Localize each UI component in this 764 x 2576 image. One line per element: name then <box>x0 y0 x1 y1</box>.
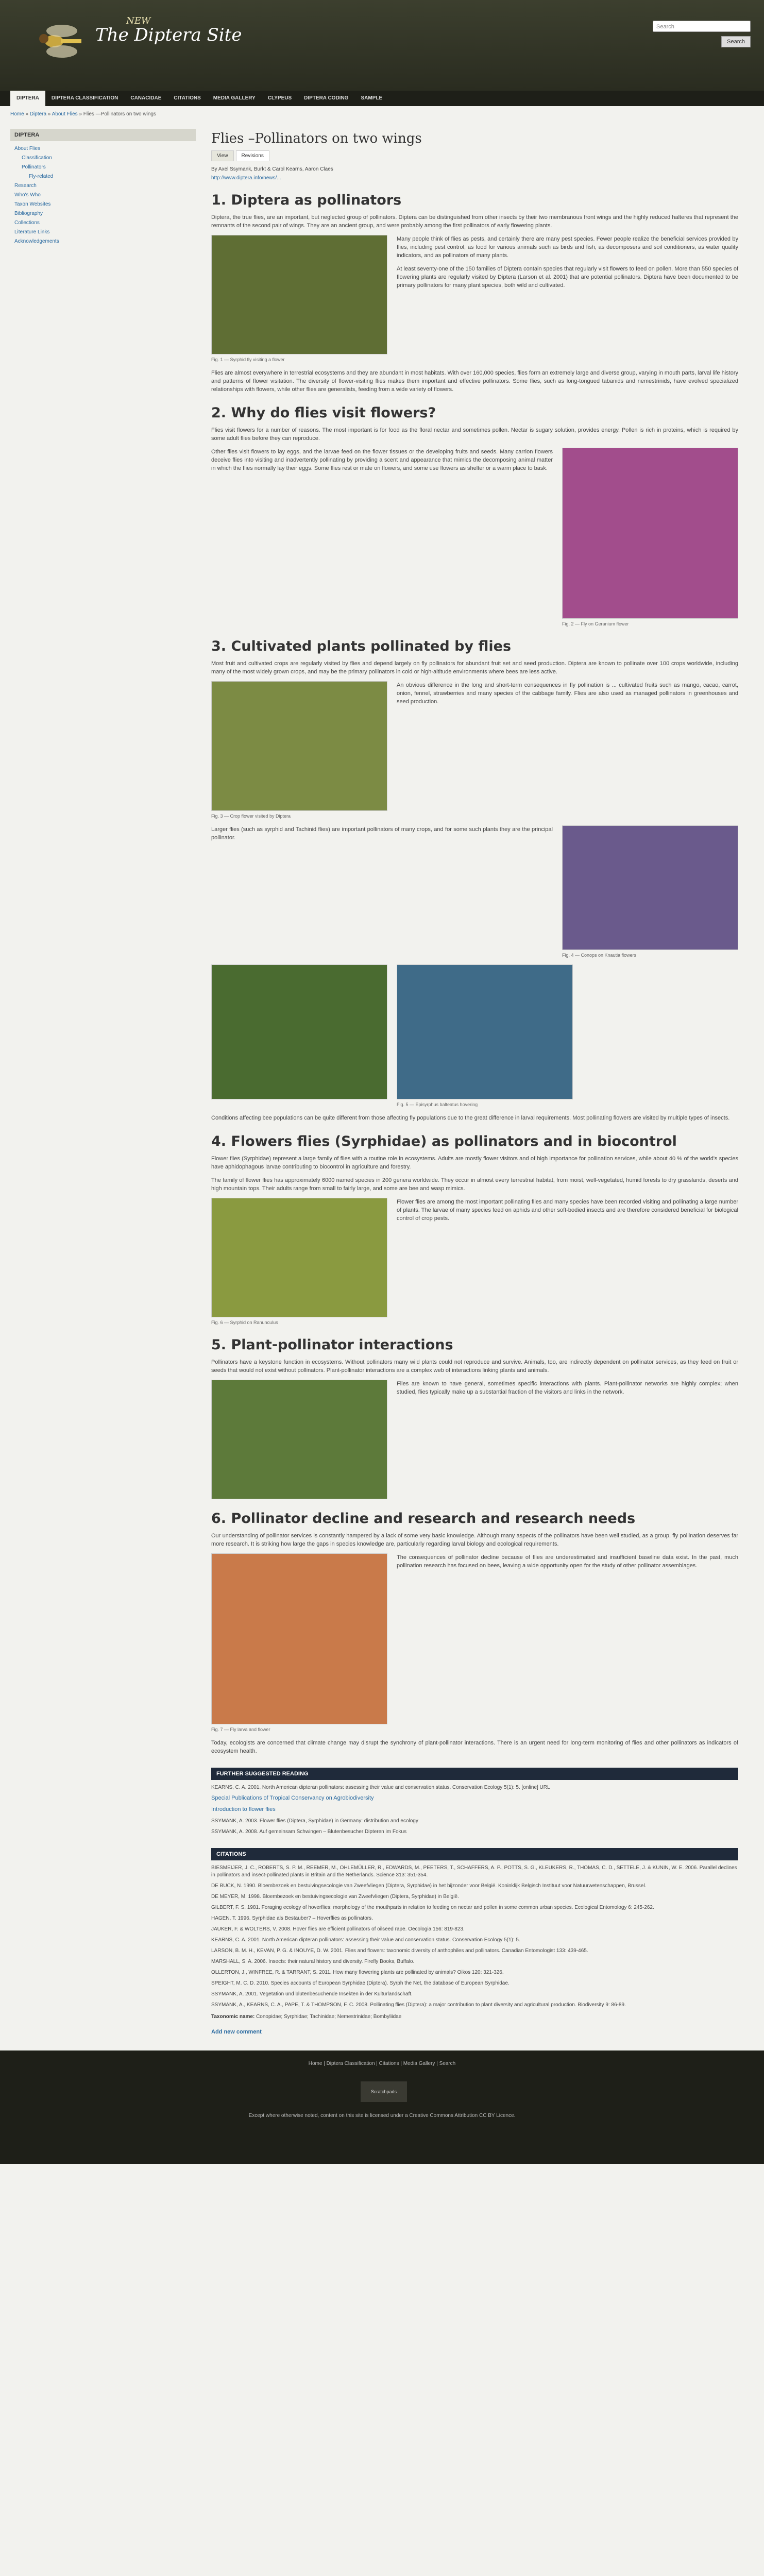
sidebar-item-taxon-websites[interactable]: Taxon Websites <box>14 201 51 207</box>
paragraph: Larger flies (such as syrphid and Tachinid flies) are important pollinators of many crops, and for some such plants they are the principal pollinator. <box>211 826 553 841</box>
nav-item-media-gallery[interactable]: MEDIA GALLERY <box>213 95 256 101</box>
citation-item: LARSON, B. M. H., KEVAN, P. G. & INOUYE, D. W. 2001. Flies and flowers: taxonomic diversity of anthophiles and pollinators. Canadian Entomologist 133: 439-465. <box>211 1948 588 1954</box>
sidebar-item-acknowledgements[interactable]: Acknowledgements <box>14 239 59 244</box>
sidebar-title: DIPTERA <box>10 129 196 141</box>
footer-links[interactable]: Home | Diptera Classification | Citations | Media Gallery | Search <box>308 2061 456 2066</box>
further-reading-header: FURTHER SUGGESTED READING <box>211 1768 738 1780</box>
paragraph: The consequences of pollinator decline because of flies are underestimated and insufficient baseline data exist. In the past, much pollination research has focused on bees, leaving a wide opportunity open for the study of other pollinator assemblages. <box>397 1554 738 1569</box>
tab-view[interactable]: View <box>211 150 234 161</box>
figure-caption: Fig. 2 — Fly on Geranium flower <box>562 621 629 626</box>
search-button[interactable]: Search <box>721 36 751 47</box>
further-reading-link[interactable]: Special Publications of Tropical Conservancy on Agrobiodiversity <box>211 1795 374 1801</box>
citation-item: GILBERT, F. S. 1981. Foraging ecology of hoverflies: morphology of the mouthparts in relation to feeding on nectar and pollen in some common urban species. Ecological Entomology 6: 245-262. <box>211 1905 654 1910</box>
main-content <box>206 124 754 2040</box>
figure-caption: Fig. 4 — Conops on Knautia flowers <box>562 953 637 958</box>
figure-caption: Fig. 6 — Syrphid on Ranunculus <box>211 1320 278 1325</box>
paragraph: Today, ecologists are concerned that climate change may disrupt the synchrony of plant-pollinator interactions. There is an urgent need for long-term monitoring of flies and other pollinators as indicators of ecosystem health. <box>211 1740 738 1754</box>
nav-item-diptera-coding[interactable]: DIPTERA CODING <box>304 95 349 101</box>
figure-image[interactable] <box>397 964 573 1099</box>
figure-image[interactable] <box>211 1198 387 1317</box>
nav-item-classification[interactable]: DIPTERA CLASSIFICATION <box>51 95 118 101</box>
site-kicker: NEW <box>126 15 151 26</box>
sidebar-item-pollinators[interactable]: Pollinators <box>22 164 46 170</box>
section-heading: 3. Cultivated plants pollinated by flies <box>211 638 512 654</box>
section-heading: 5. Plant-pollinator interactions <box>211 1337 453 1353</box>
citations-header: CITATIONS <box>211 1848 738 1860</box>
taxonomy-label: Taxonomic name: <box>211 2014 255 2020</box>
paragraph: Flies are known to have general, sometimes specific interactions with plants. Plant-pollinator networks are highly complex; when studied, flies typically make up a substantial fraction of the visitors and links in the network. <box>397 1381 738 1395</box>
reference-item: SSYMANK, A. 2003. Flower flies (Diptera, Syrphidae) in Germany: distribution and ecology <box>211 1818 418 1824</box>
figure-image[interactable] <box>562 448 738 619</box>
paragraph: Flies visit flowers for a number of reasons. The most important is for food as the floral nectar and sometimes pollen. Nectar is sugary solution, provides energy. Pollen is rich in proteins, which is required by some adult flies before they can reproduce. <box>211 427 738 442</box>
breadcrumb: Home » Diptera » About Flies » Flies —Pollinators on two wings <box>10 111 156 117</box>
paragraph: An obvious difference in the long and short-term consequences in fly pollination is ... cultivated fruits such as mango, cacao, carrot, onion, fennel, strawberries and many species of the cabbage family. Flies are also used as managed pollinators in greenhouses and seed production. <box>397 682 738 705</box>
fly-logo-icon[interactable] <box>21 10 88 72</box>
paragraph: Flower flies are among the most important pollinating flies and many species have been recorded visiting and pollinating a large number of plants. The larvae of many species feed on aphids and other soft-bodied insects and are therefore considered beneficial for biological control of crop pests. <box>397 1199 738 1222</box>
figure-caption: Fig. 1 — Syrphid fly visiting a flower <box>211 357 285 362</box>
footer-license: Except where otherwise noted, content on this site is licensed under a Creative Commons Attribution CC BY Licence. <box>248 2113 516 2119</box>
citation-item: SSYMANK, A. 2001. Vegetation und blütenbesuchende Insekten in der Kulturlandschaft. <box>211 1991 413 1997</box>
search-input[interactable]: Search <box>653 21 751 32</box>
figure-image[interactable] <box>562 825 738 950</box>
taxonomy-value[interactable]: Conopidae; Syrphidae; Tachinidae; Nemestrinidae; Bombyliidae <box>256 2014 402 2020</box>
breadcrumb-current: Flies —Pollinators on two wings <box>83 111 156 117</box>
sidebar-item-bibliography[interactable]: Bibliography <box>14 211 43 216</box>
breadcrumb-about-flies[interactable]: About Flies <box>52 111 78 117</box>
breadcrumb-diptera[interactable]: Diptera <box>29 111 47 117</box>
citation-item: DE BUCK, N. 1990. Bloembezoek en bestuivingsecologie van Zweefvliegen (Diptera, Syrphidae) in het bijzonder voor België. Koninklijk Belgisch Instituut voor Natuurwetenschappen, Brussel. <box>211 1883 647 1889</box>
paragraph: Conditions affecting bee populations can be quite different from those affecting fly populations due to the great difference in larval requirements. Most pollinating flowers are visited by multiple types of insects. <box>211 1115 730 1121</box>
taxonomy-block <box>211 2014 738 2020</box>
nav-item-clypeus[interactable]: CLYPEUS <box>267 95 292 101</box>
figure-image[interactable] <box>211 681 387 811</box>
sidebar-item-fly-related[interactable]: Fly-related <box>29 174 54 179</box>
figure-image[interactable] <box>211 1380 387 1499</box>
paragraph: Flower flies (Syrphidae) represent a large family of flies with a routine role in ecosystems. Adults are mostly flower visitors and of high importance for pollination services, while about 40 % of the world's species have aphidophagous larvae contributing to biocontrol in agriculture and forestry. <box>211 1156 738 1170</box>
reference-item: KEARNS, C. A. 2001. North American dipteran pollinators: assessing their value and conservation status. Conservation Ecology 5(1): 5. [online] URL <box>211 1785 550 1790</box>
citation-item: JAUKER, F. & WOLTERS, V. 2008. Hover flies are efficient pollinators of oilseed rape. Oecologia 156: 819-823. <box>211 1926 465 1932</box>
doi-link[interactable]: http://www.diptera.info/news/... <box>211 175 281 181</box>
paragraph: Many people think of flies as pests, and certainly there are many pest species. Fewer people realize the beneficial services provided by flies, including pest control, as food for various animals such as birds and fish, as decomposers and soil conditioners, as water quality indicators, and as pollinators of many plants. <box>397 236 738 259</box>
figure-image[interactable] <box>211 235 387 354</box>
site-footer <box>0 2050 764 2164</box>
section-heading: 4. Flowers flies (Syrphidae) as pollinators and in biocontrol <box>211 1133 677 1149</box>
citation-item: HAGEN, T. 1996. Syrphidae als Bestäuber? – Hoverflies as pollinators. <box>211 1916 373 1921</box>
sidebar <box>0 124 206 2040</box>
sidebar-item-classification[interactable]: Classification <box>22 155 52 161</box>
paragraph: At least seventy-one of the 150 families of Diptera contain species that regularly visit flowers to feed on pollen. More than 550 species of flowering plants are regularly visited by Diptera (Larson et al. 2001) that are potential pollinators. Diptera have been documented to be primary pollinators for many plant species, both wild and cultivated. <box>397 266 738 289</box>
paragraph: Pollinators have a keystone function in ecosystems. Without pollinators many wild plants could not reproduce and survive. Animals, too, are indirectly dependent on pollinator services, as they feed on fruit or seeds that would not exist without pollinators. Plant-pollinator interactions are a complex web of interactions linking plants and animals. <box>211 1359 738 1374</box>
figure-image[interactable] <box>211 1553 387 1724</box>
sidebar-item-whos-who[interactable]: Who's Who <box>14 192 41 198</box>
citation-item: SSYMANK, A., KEARNS, C. A., PAPE, T. & THOMPSON, F. C. 2008. Pollinating flies (Diptera): a major contribution to plant diversity and agricultural production. Biodiversity 9: 86-89. <box>211 2002 626 2008</box>
citation-item: MARSHALL, S. A. 2006. Insects: their natural history and diversity. Firefly Books, Buffalo. <box>211 1959 415 1964</box>
tab-revisions[interactable]: Revisions <box>236 150 269 161</box>
main-nav <box>0 91 764 106</box>
page-title: Flies –Pollinators on two wings <box>211 131 422 146</box>
nav-item-diptera[interactable]: DIPTERA <box>10 91 45 106</box>
page-tabs <box>211 150 738 161</box>
sidebar-item-literature-links[interactable]: Literature Links <box>14 229 50 235</box>
citation-item: DE MEYER, M. 1998. Bloembezoek en bestuivingsecologie van Zweefvliegen (Diptera, Syrphidae) in België. <box>211 1894 459 1900</box>
sidebar-item-research[interactable]: Research <box>14 183 37 189</box>
citation-item: BIESMEIJER, J. C., ROBERTS, S. P. M., REEMER, M., OHLEMÜLLER, R., EDWARDS, M., PEETERS, T., SCHAFFERS, A. P., POTTS, S. G., KLEUKERS, R., THOMAS, C. D., SETTELE, J. & KUNIN, W. E. 2006. Parallel declines in pollinators and insect-pollinated plants in Britain and the Netherlands. Science 313: 351-354. <box>211 1865 737 1878</box>
nav-item-citations[interactable]: CITATIONS <box>174 95 201 101</box>
figure-caption: Fig. 7 — Fly larva and flower <box>211 1727 270 1732</box>
breadcrumb-home[interactable]: Home <box>10 111 24 117</box>
figure-caption: Fig. 5 — Episyrphus balteatus hovering <box>397 1102 478 1107</box>
site-header <box>0 0 764 91</box>
paragraph: The family of flower flies has approximately 6000 named species in 200 genera worldwide. They occur in almost every terrestrial habitat, from moist, well-vegetated, humid forests to dry grasslands, deserts and high mountain tops. Their adults range from small to fairly large, and some are bee and wasp mimics. <box>211 1177 738 1192</box>
section-heading: 6. Pollinator decline and research and research needs <box>211 1511 636 1527</box>
paragraph: Other flies visit flowers to lay eggs, and the larvae feed on the flower tissues or the developing fruits and seeds. Many carrion flowers deceive flies into visiting and inadvertently pollinating by providing a scent and appearance that mimics the decomposing animal matter in which the flies normally lay their eggs. Some flies rest or mate on flowers, and some use flowers as shelter or a warm place to bask. <box>211 449 553 471</box>
citation-item: KEARNS, C. A. 2001. North American dipteran pollinators: assessing their value and conservation status. Conservation Ecology 5(1): 5. <box>211 1937 520 1943</box>
nav-item-canacidae[interactable]: CANACIDAE <box>130 95 162 101</box>
site-title[interactable]: The Diptera Site <box>95 25 242 45</box>
sidebar-menu <box>10 141 196 249</box>
scratchpads-logo[interactable]: Scratchpads <box>361 2081 407 2102</box>
paragraph: Most fruit and cultivated crops are regularly visited by flies and depend largely on fly pollinators for abundant fruit set and seed production. Diptera are known to pollinate over 100 crops worldwide, including many of the most widely grown crops, and may be the primary pollinators in cold or high-altitude environments where bees are less active. <box>211 660 738 675</box>
sidebar-item-collections[interactable]: Collections <box>14 220 40 226</box>
nav-item-sample[interactable]: SAMPLE <box>361 95 383 101</box>
paragraph: Our understanding of pollinator services is constantly hampered by a lack of some very basic knowledge. Although many aspects of the pollinators have been well studied, as a group, fly pollination deserves far more research. It is striking how large the gaps in species knowledge are, particularly regarding larval biology and ecological requirements. <box>211 1533 738 1547</box>
figure-image[interactable] <box>211 964 387 1099</box>
section-heading: 2. Why do flies visit flowers? <box>211 405 436 421</box>
paragraph: Diptera, the true flies, are an important, but neglected group of pollinators. Diptera can be distinguished from other insects by their two membranous front wings and the highly reduced halteres that represent the remnants of the second pair of wings. They are an ancient group, and were probably among the first pollinators of early flowering plants. <box>211 214 738 229</box>
section-heading: 1. Diptera as pollinators <box>211 192 402 208</box>
further-reading-link[interactable]: Introduction to flower flies <box>211 1806 276 1812</box>
reference-item: SSYMANK, A. 2008. Auf gemeinsam Schwingen – Blutenbesucher Dipteren im Fokus <box>211 1829 407 1835</box>
add-comment-link[interactable]: Add new comment <box>211 2029 262 2035</box>
citation-item: SPEIGHT, M. C. D. 2010. Species accounts of European Syrphidae (Diptera). Syrph the Net, the database of European Syrphidae. <box>211 1980 510 1986</box>
citation-item: OLLERTON, J., WINFREE, R. & TARRANT, S. 2011. How many flowering plants are pollinated by animals? Oikos 120: 321-326. <box>211 1970 504 1975</box>
authors: By Axel Ssymank, Burkt & Carol Kearns, Aaron Claes <box>211 166 333 172</box>
figure-caption: Fig. 3 — Crop flower visited by Diptera <box>211 814 291 819</box>
sidebar-item-about-flies[interactable]: About Flies <box>14 146 41 151</box>
paragraph: Flies are almost everywhere in terrestrial ecosystems and they are abundant in most habitats. With over 160,000 species, flies form an extremely large and diverse group, varying in mouth parts, larval life history and patterns of flower visitation. The diversity of flower-visiting flies makes them important and effective pollinators. Some flies, such as long-tongued tabanids and nemestrinids, have evolved specialized relationships with flowers, while other flies are generalists, feeding from a wide variety of flowers. <box>211 370 738 393</box>
